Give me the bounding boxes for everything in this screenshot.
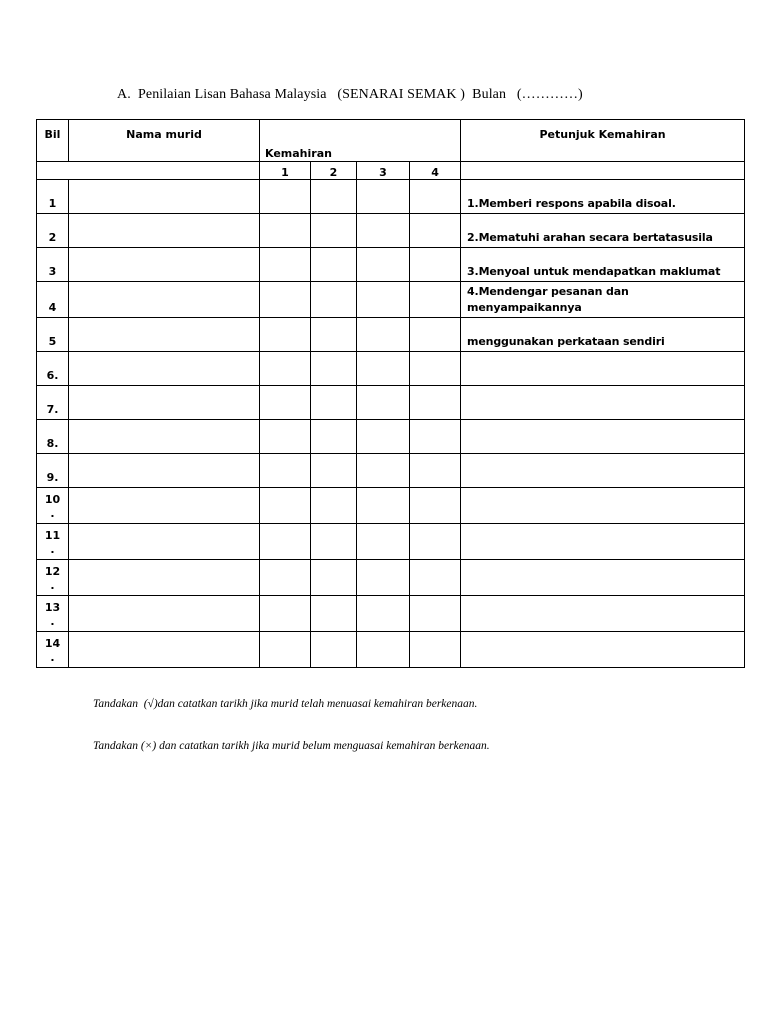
row-nama-murid-cell[interactable]: [69, 596, 260, 632]
row-skill-4-cell[interactable]: [410, 596, 461, 632]
row-nama-murid-cell[interactable]: [69, 632, 260, 668]
row-petunjuk: [461, 524, 745, 560]
row-petunjuk: menggunakan perkataan sendiri: [461, 318, 745, 352]
row-skill-1-cell[interactable]: [260, 524, 311, 560]
row-skill-3-cell[interactable]: [357, 318, 410, 352]
skill-column-1: 1: [260, 162, 311, 180]
row-skill-2-cell[interactable]: [311, 488, 357, 524]
row-bil: 14 .: [37, 632, 69, 668]
row-skill-1-cell[interactable]: [260, 282, 311, 318]
row-petunjuk: [461, 632, 745, 668]
table-row: [37, 282, 745, 318]
row-skill-1-cell[interactable]: [260, 214, 311, 248]
row-petunjuk: [461, 454, 745, 488]
row-skill-2-cell[interactable]: [311, 248, 357, 282]
row-petunjuk: 3.Menyoal untuk mendapatkan maklumat: [461, 248, 745, 282]
row-bil: 8.: [37, 420, 69, 454]
row-bil: 1: [37, 180, 69, 214]
row-skill-3-cell[interactable]: [357, 386, 410, 420]
row-skill-3-cell[interactable]: [357, 282, 410, 318]
row-skill-3-cell[interactable]: [357, 560, 410, 596]
row-skill-2-cell[interactable]: [311, 596, 357, 632]
row-nama-murid-cell[interactable]: [69, 282, 260, 318]
subheader-blank: [37, 162, 260, 180]
row-skill-4-cell[interactable]: [410, 524, 461, 560]
row-petunjuk: [461, 352, 745, 386]
page-title: A. Penilaian Lisan Bahasa Malaysia (SENARAI SEMAK ) Bulan (…………): [117, 87, 583, 102]
row-skill-2-cell[interactable]: [311, 214, 357, 248]
row-nama-murid-cell[interactable]: [69, 420, 260, 454]
table-row: [37, 560, 745, 596]
row-skill-3-cell[interactable]: [357, 596, 410, 632]
row-skill-1-cell[interactable]: [260, 352, 311, 386]
table-row: [37, 632, 745, 668]
table-row: [37, 214, 745, 248]
row-skill-1-cell[interactable]: [260, 318, 311, 352]
skill-column-3: 3: [357, 162, 410, 180]
row-skill-3-cell[interactable]: [357, 420, 410, 454]
row-skill-2-cell[interactable]: [311, 318, 357, 352]
row-skill-2-cell[interactable]: [311, 560, 357, 596]
row-bil: 11 .: [37, 524, 69, 560]
row-skill-1-cell[interactable]: [260, 420, 311, 454]
table-row: [37, 488, 745, 524]
row-nama-murid-cell[interactable]: [69, 386, 260, 420]
header-row: [37, 120, 745, 162]
table-row: [37, 524, 745, 560]
row-skill-3-cell[interactable]: [357, 632, 410, 668]
row-bil: 12 .: [37, 560, 69, 596]
row-skill-1-cell[interactable]: [260, 248, 311, 282]
row-skill-3-cell[interactable]: [357, 488, 410, 524]
row-skill-2-cell[interactable]: [311, 386, 357, 420]
row-skill-3-cell[interactable]: [357, 524, 410, 560]
row-nama-murid-cell[interactable]: [69, 248, 260, 282]
row-bil: 3: [37, 248, 69, 282]
row-bil: 9.: [37, 454, 69, 488]
subheader-blank-right: [461, 162, 745, 180]
row-skill-1-cell[interactable]: [260, 632, 311, 668]
row-petunjuk: 2.Mematuhi arahan secara bertatasusila: [461, 214, 745, 248]
notes: [93, 669, 490, 767]
row-bil: 6.: [37, 352, 69, 386]
table-row: [37, 420, 745, 454]
row-skill-2-cell[interactable]: [311, 420, 357, 454]
row-petunjuk: [461, 420, 745, 454]
row-skill-1-cell[interactable]: [260, 454, 311, 488]
row-skill-2-cell[interactable]: [311, 524, 357, 560]
row-skill-4-cell[interactable]: [410, 180, 461, 214]
subheader-row: [37, 162, 745, 180]
row-petunjuk: 1.Memberi respons apabila disoal.: [461, 180, 745, 214]
row-skill-1-cell[interactable]: [260, 180, 311, 214]
row-skill-4-cell[interactable]: [410, 214, 461, 248]
row-bil: 4: [37, 282, 69, 318]
row-nama-murid-cell[interactable]: [69, 488, 260, 524]
row-skill-3-cell[interactable]: [357, 352, 410, 386]
row-skill-4-cell[interactable]: [410, 386, 461, 420]
table-row: [37, 596, 745, 632]
row-skill-4-cell[interactable]: [410, 282, 461, 318]
row-nama-murid-cell[interactable]: [69, 180, 260, 214]
table-row: [37, 248, 745, 282]
row-skill-1-cell[interactable]: [260, 560, 311, 596]
row-bil: 7.: [37, 386, 69, 420]
row-skill-2-cell[interactable]: [311, 282, 357, 318]
checklist-table: [36, 119, 745, 668]
row-skill-4-cell[interactable]: [410, 352, 461, 386]
row-skill-2-cell[interactable]: [311, 352, 357, 386]
header-nama-murid: Nama murid: [69, 120, 260, 162]
row-bil: 2: [37, 214, 69, 248]
row-skill-4-cell[interactable]: [410, 560, 461, 596]
row-skill-4-cell[interactable]: [410, 632, 461, 668]
header-bil: Bil: [37, 120, 69, 162]
row-petunjuk: [461, 596, 745, 632]
skill-column-4: 4: [410, 162, 461, 180]
row-skill-4-cell[interactable]: [410, 420, 461, 454]
skill-column-2: 2: [311, 162, 357, 180]
note-tick: Tandakan (√)dan catatkan tarikh jika murid telah menuasai kemahiran berkenaan.: [93, 698, 478, 710]
table-row: [37, 180, 745, 214]
row-skill-2-cell[interactable]: [311, 180, 357, 214]
table-row: [37, 318, 745, 352]
row-nama-murid-cell[interactable]: [69, 352, 260, 386]
row-skill-1-cell[interactable]: [260, 386, 311, 420]
row-skill-3-cell[interactable]: [357, 454, 410, 488]
row-petunjuk: [461, 560, 745, 596]
header-kemahiran: Kemahiran: [260, 120, 461, 162]
row-skill-3-cell[interactable]: [357, 248, 410, 282]
row-skill-4-cell[interactable]: [410, 248, 461, 282]
row-nama-murid-cell[interactable]: [69, 318, 260, 352]
row-skill-1-cell[interactable]: [260, 488, 311, 524]
row-skill-4-cell[interactable]: [410, 488, 461, 524]
row-petunjuk: [461, 488, 745, 524]
row-nama-murid-cell[interactable]: [69, 454, 260, 488]
row-skill-3-cell[interactable]: [357, 214, 410, 248]
row-skill-2-cell[interactable]: [311, 454, 357, 488]
row-nama-murid-cell[interactable]: [69, 214, 260, 248]
row-skill-4-cell[interactable]: [410, 454, 461, 488]
table-row: [37, 352, 745, 386]
row-petunjuk: 4.Mendengar pesanan dan menyampaikannya: [461, 282, 745, 318]
row-bil: 10 .: [37, 488, 69, 524]
header-petunjuk-kemahiran: Petunjuk Kemahiran: [461, 120, 745, 162]
row-petunjuk: [461, 386, 745, 420]
row-skill-4-cell[interactable]: [410, 318, 461, 352]
row-bil: 13 .: [37, 596, 69, 632]
row-nama-murid-cell[interactable]: [69, 560, 260, 596]
row-skill-3-cell[interactable]: [357, 180, 410, 214]
table-row: [37, 386, 745, 420]
row-bil: 5: [37, 318, 69, 352]
table-row: [37, 454, 745, 488]
row-nama-murid-cell[interactable]: [69, 524, 260, 560]
note-cross: Tandakan (×) dan catatkan tarikh jika murid belum menguasai kemahiran berkenaan.: [93, 740, 490, 752]
row-skill-1-cell[interactable]: [260, 596, 311, 632]
row-skill-2-cell[interactable]: [311, 632, 357, 668]
